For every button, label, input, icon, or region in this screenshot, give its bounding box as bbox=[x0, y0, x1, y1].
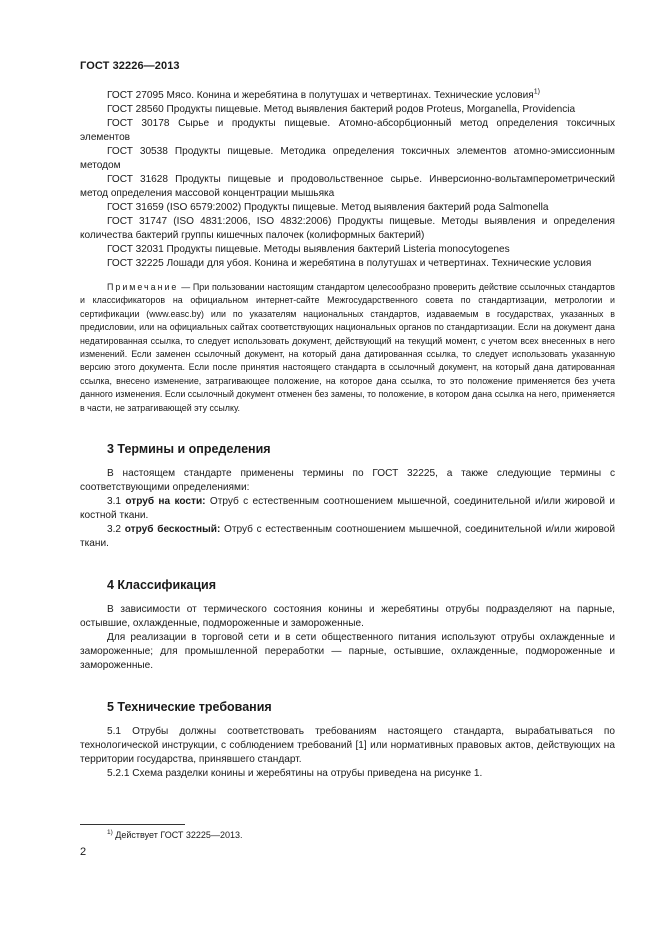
reference-item: ГОСТ 32225 Лошади для убоя. Конина и жеребятина в полутушах и четвертинах. Технические условия bbox=[107, 258, 592, 269]
page-number: 2 bbox=[80, 846, 87, 858]
section-5-heading: 5 Технические требования bbox=[107, 700, 272, 715]
reference-item: ГОСТ 28560 Продукты пищевые. Метод выявления бактерий родов Proteus, Morganella, Providencia bbox=[107, 104, 576, 115]
term-name: отруб бескостный: bbox=[124, 524, 221, 536]
reference-item: ГОСТ 32031 Продукты пищевые. Методы выявления бактерий Listeria monocytogenes bbox=[107, 244, 510, 255]
note-text: — При пользовании настоящим стандартом целесообразно проверить действие ссылочных стандартов и классификаторов на официальном интернет-сайте Межгосударственного совета по стандартизации, метрологии и сертификации (www.easc.by) или по указателям национальных стандартов, издаваемым в государствах, указанных в предисловии, или на официальных сайтах соответствующих национальных органов по стандартизации. Если на документ дана недатированная ссылка, то следует использовать документ, действующий на текущий момент, с учетом всех внесенных в него изменений. Если заменен ссылочный документ, на который дана датированная ссылка, то следует использовать указанную версию этого документа. Если после принятия настоящего стандарта в ссылочный документ, на который дана датированная ссылка, внесено изменение, затрагивающее положение, на которое дана ссылка, то это положение применяется без учета данного изменения. Если ссылочный документ отменен без замены, то положение, в котором дана ссылка на него, применяется в части, не затрагивающей эту ссылку. bbox=[80, 282, 615, 413]
reference-item: ГОСТ 31747 (ISO 4831:2006, ISO 4832:2006) Продукты пищевые. Методы выявления и определения количества бактерий группы кишечных палочек (колиформных бактерий) bbox=[80, 216, 615, 241]
section-3-intro: В настоящем стандарте применены термины по ГОСТ 32225, а также следующие термины с соответствующими определениями: bbox=[80, 468, 615, 494]
paragraph: Для реализации в торговой сети и в сети общественного питания используют отрубы охлажденные и замороженные; для промышленной переработки — парные, остывшие, охлажденные, подмороженные и замороженные. bbox=[80, 632, 615, 672]
reference-item: ГОСТ 31659 (ISO 6579:2002) Продукты пищевые. Метод выявления бактерий рода Salmonella bbox=[107, 202, 549, 213]
footnote-separator bbox=[80, 824, 185, 825]
reference-item: ГОСТ 30538 Продукты пищевые. Методика определения токсичных элементов атомно-эмиссионным методом bbox=[80, 146, 615, 171]
paragraph: 5.1 Отрубы должны соответствовать требованиям настоящего стандарта, вырабатываться по технологической инструкции, с соблюдением требований [1] или нормативных правовых актов, действующих на территории государства, принявшего стандарт. bbox=[80, 726, 615, 766]
note-paragraph bbox=[80, 281, 615, 415]
section-3-heading: 3 Термины и определения bbox=[107, 442, 271, 457]
section-4-heading: 4 Классификация bbox=[107, 578, 217, 593]
footnote: $^{1)}$ Действует ГОСТ 32225—2013. bbox=[107, 829, 243, 840]
standard-header: ГОСТ 32226—2013 bbox=[80, 60, 180, 72]
normative-references-list bbox=[80, 89, 615, 271]
reference-item: ГОСТ 27095 Мясо. Конина и жеребятина в полутушах и четвертинах. Технические условия$^{1)}$ bbox=[107, 88, 540, 101]
footnote-mark[interactable]: 1) bbox=[533, 88, 540, 96]
paragraph: 5.2.1 Схема разделки конины и жеребятины на отрубы приведена на рисунке 1. bbox=[107, 768, 483, 780]
note-label: Примечание bbox=[107, 282, 179, 292]
term-definition: 3.1 отруб на кости: Отруб с естественным соотношением мышечной, соединительной и/или жировой и костной ткани. bbox=[80, 496, 615, 522]
term-name: отруб на кости: bbox=[125, 496, 206, 508]
reference-item: ГОСТ 30178 Сырье и продукты пищевые. Атомно-абсорбционный метод определения токсичных элементов bbox=[80, 118, 615, 143]
reference-item: ГОСТ 31628 Продукты пищевые и продовольственное сырье. Инверсионно-вольтамперометрический метод определения массовой концентрации мышьяка bbox=[80, 174, 615, 199]
paragraph: В зависимости от термического состояния конины и жеребятины отрубы подразделяют на парные, остывшие, охлажденные, подмороженные и замороженные. bbox=[80, 604, 615, 630]
term-definition: 3.2 отруб бескостный: Отруб с естественным соотношением мышечной, соединительной и/или жировой ткани. bbox=[80, 524, 615, 550]
page-content bbox=[80, 89, 615, 781]
